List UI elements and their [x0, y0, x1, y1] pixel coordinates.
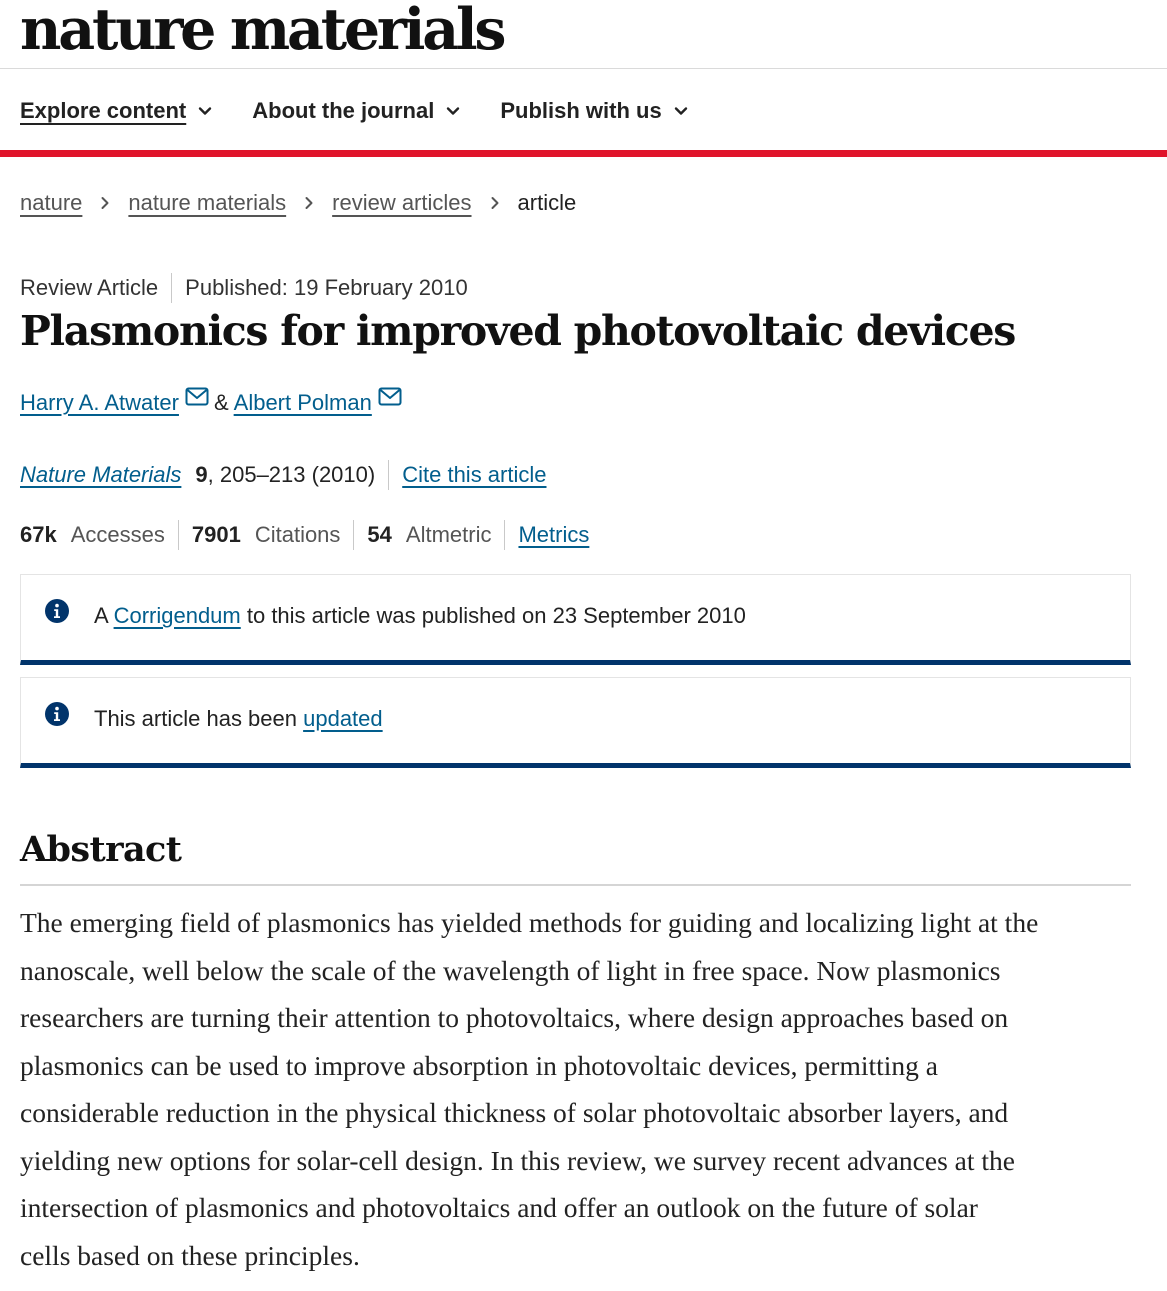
author-joiner: & — [213, 390, 229, 415]
metrics-divider — [504, 520, 505, 550]
breadcrumb — [20, 190, 576, 216]
notice-prefix: This article has been — [94, 706, 304, 731]
pages-year: , 205–213 (2010) — [207, 462, 376, 487]
metrics-divider — [178, 520, 179, 550]
mail-icon[interactable] — [378, 387, 402, 407]
author-link[interactable]: Albert Polman — [233, 390, 372, 415]
nav-about-journal[interactable] — [252, 98, 460, 124]
citation-line — [20, 460, 547, 490]
header-divider — [0, 68, 1167, 69]
update-notice — [20, 677, 1131, 768]
notice-suffix: to this article was published on 23 September 2010 — [240, 603, 746, 628]
breadcrumb-nature-materials[interactable]: nature materials — [128, 190, 287, 215]
updated-link[interactable]: updated — [303, 706, 383, 731]
abstract-divider — [20, 884, 1131, 886]
nav-explore-content[interactable] — [20, 98, 212, 124]
corrigendum-notice-text — [94, 603, 746, 629]
nav-explore-content-label: Explore content — [20, 98, 187, 123]
nav-about-journal-label: About the journal — [252, 98, 435, 123]
author-list — [20, 390, 402, 416]
chevron-right-icon — [489, 196, 501, 210]
published-date: Published: 19 February 2010 — [185, 275, 468, 300]
chevron-right-icon — [303, 196, 315, 210]
accesses-count: 67k — [20, 522, 57, 547]
chevron-down-icon — [674, 104, 688, 118]
abstract-line: intersection of plasmonics and photovoltaics and offer an outlook on the future of solar — [20, 1192, 978, 1223]
info-icon — [45, 702, 69, 726]
abstract-line: considerable reduction in the physical thickness of solar photovoltaic absorber layers, and — [20, 1097, 1009, 1128]
breadcrumb-current: article — [517, 190, 577, 215]
breadcrumb-nature[interactable]: nature — [20, 190, 83, 215]
abstract-text — [20, 899, 1140, 1279]
volume-number: 9 — [195, 462, 208, 487]
article-metrics — [20, 520, 589, 550]
article-meta — [20, 273, 468, 303]
abstract-line: nanoscale, well below the scale of the wavelength of light in free space. Now plasmonics — [20, 954, 1001, 986]
chevron-down-icon — [198, 104, 212, 118]
citation-divider — [388, 460, 389, 490]
citations-label: Citations — [254, 522, 341, 547]
metrics-divider — [353, 520, 354, 550]
author-link[interactable]: Harry A. Atwater — [20, 390, 179, 415]
journal-link[interactable]: Nature Materials — [20, 462, 182, 487]
abstract-line: cells based on these principles. — [20, 1239, 360, 1271]
altmetric-score: 54 — [367, 522, 392, 547]
abstract-line: The emerging field of plasmonics has yielded methods for guiding and localizing light at the — [20, 907, 1039, 938]
meta-divider — [171, 273, 172, 303]
notice-prefix: A — [94, 603, 114, 628]
chevron-down-icon — [446, 104, 460, 118]
info-icon — [45, 599, 69, 623]
cite-article-link[interactable]: Cite this article — [402, 462, 547, 487]
abstract-line: researchers are turning their attention to photovoltaics, where design approaches based on — [20, 1002, 1009, 1033]
altmetric-label: Altmetric — [405, 522, 492, 547]
abstract-line: plasmonics can be used to improve absorption in photovoltaic devices, permitting a — [20, 1049, 938, 1081]
header-accent-bar — [0, 150, 1167, 157]
citations-count: 7901 — [191, 522, 241, 547]
corrigendum-link[interactable]: Corrigendum — [113, 603, 241, 628]
metrics-link[interactable]: Metrics — [518, 522, 590, 547]
chevron-right-icon — [99, 196, 111, 210]
abstract-line: yielding new options for solar-cell design. In this review, we survey recent advances at the — [20, 1144, 1015, 1176]
journal-logo[interactable]: nature materials — [20, 0, 504, 63]
article-title: Plasmonics for improved photovoltaic devices — [20, 307, 1016, 355]
main-nav — [20, 92, 728, 130]
corrigendum-notice — [20, 574, 1131, 665]
update-notice-text — [94, 706, 383, 732]
mail-icon[interactable] — [185, 387, 209, 407]
breadcrumb-review-articles[interactable]: review articles — [332, 190, 472, 215]
nav-publish-with-us[interactable] — [500, 98, 687, 124]
accesses-label: Accesses — [70, 522, 165, 547]
abstract-heading: Abstract — [20, 829, 182, 870]
article-type: Review Article — [20, 275, 159, 300]
nav-publish-with-us-label: Publish with us — [500, 98, 662, 123]
